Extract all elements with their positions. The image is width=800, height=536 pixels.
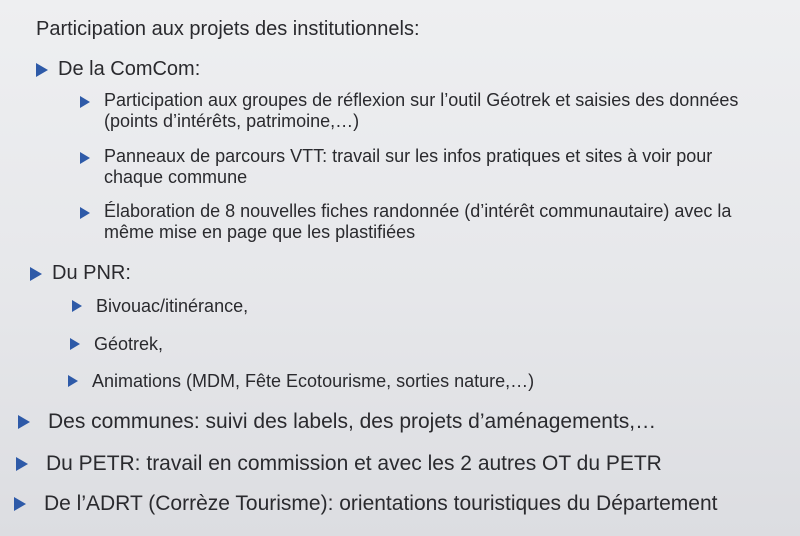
list-item (68, 371, 534, 392)
list-item-line: Élaboration de 8 nouvelles fiches randonnée (d’intérêt communautaire) avec la (104, 201, 732, 221)
bullet-triangle-icon (14, 497, 26, 511)
bullet-triangle-icon (68, 375, 78, 387)
section-label: De l’ADRT (Corrèze Tourisme): orientations touristiques du Département (44, 492, 718, 515)
bullet-triangle-icon (72, 300, 82, 312)
list-item-line: Géotrek, (94, 334, 164, 354)
section-comcom (36, 58, 200, 81)
list-item (70, 334, 163, 355)
bullet-triangle-icon (16, 457, 28, 471)
bullet-triangle-icon (30, 267, 42, 281)
bullet-triangle-icon (80, 152, 90, 164)
bullet-triangle-icon (80, 96, 90, 108)
list-item (80, 90, 738, 131)
section-label: Du PETR: travail en commission et avec les 2 autres OT du PETR (46, 452, 662, 475)
slide-heading: Participation aux projets des institutionnels: (36, 18, 420, 40)
list-item-line: même mise en page que les plastifiées (104, 221, 416, 242)
list-item (72, 296, 248, 317)
bullet-triangle-icon (80, 207, 90, 219)
section-adrt (14, 492, 717, 516)
section-petr (16, 452, 662, 476)
section-pnr (30, 262, 131, 285)
bullet-triangle-icon (18, 415, 30, 429)
list-item-line: Bivouac/itinérance, (96, 296, 249, 316)
section-label: Des communes: suivi des labels, des projets d’aménagements,… (48, 410, 657, 433)
bullet-triangle-icon (36, 63, 48, 77)
list-item (80, 146, 712, 187)
list-item (80, 201, 731, 242)
section-label: Du PNR: (52, 262, 131, 284)
list-item-line: Participation aux groupes de réflexion sur l’outil Géotrek et saisies des données (104, 90, 739, 110)
list-item-line: chaque commune (104, 166, 248, 187)
list-item-line: Panneaux de parcours VTT: travail sur les infos pratiques et sites à voir pour (104, 146, 713, 166)
bullet-triangle-icon (70, 338, 80, 350)
list-item-line: (points d’intérêts, patrimoine,…) (104, 110, 360, 131)
list-item-line: Animations (MDM, Fête Ecotourisme, sorties nature,…) (92, 371, 535, 391)
section-communes (18, 410, 656, 434)
section-label: De la ComCom: (58, 58, 201, 80)
